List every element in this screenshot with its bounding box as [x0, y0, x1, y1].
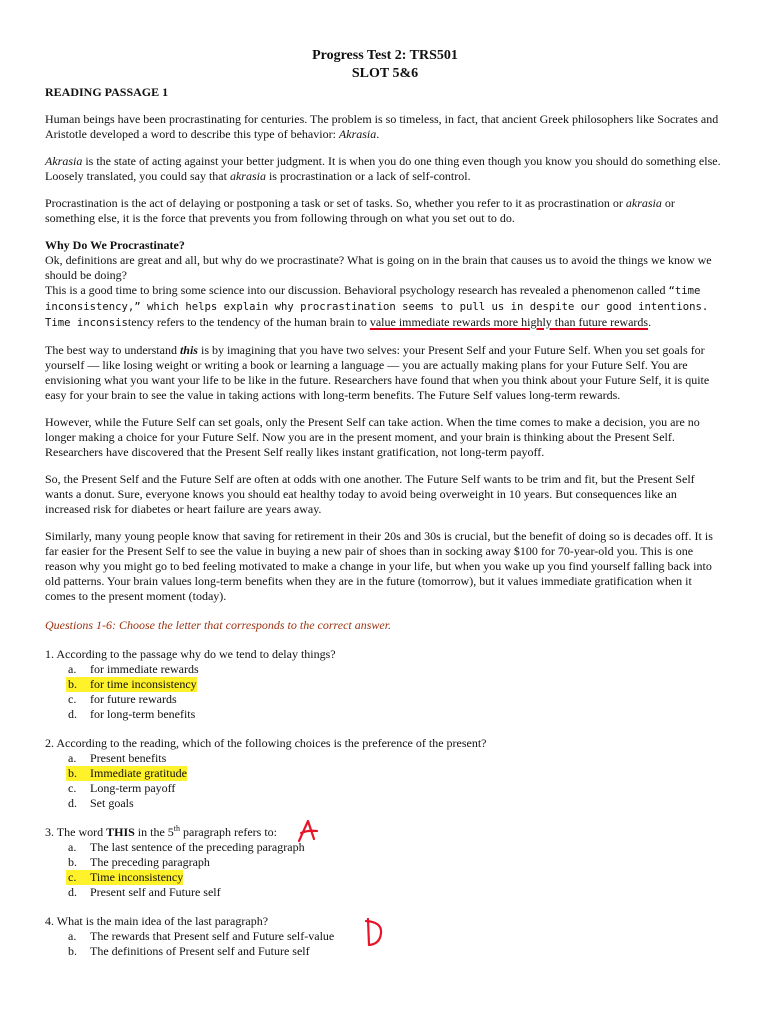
question-stem: 2. According to the reading, which of the following choices is the preference of the present? — [45, 736, 487, 750]
paragraph-4a: Ok, definitions are great and all, but why do we procrastinate? What is going on in the brain that causes us to avoid the things we know we should be doing? — [45, 253, 712, 282]
option-d: d. Set goals — [68, 796, 134, 810]
paragraph-1: Human beings have been procrastinating for centuries. The problem is so timeless, in fact, that ancient Greek philosophers like Socrates and Aristotle developed a word to describe this type of behavior: Akrasia. — [45, 112, 719, 141]
option-d: d. for long-term benefits — [68, 707, 196, 721]
red-underlined-phrase: value immediate rewards more highly than future rewards — [369, 315, 649, 329]
paragraph-7: So, the Present Self and the Future Self are often at odds with one another. The Future Self wants to be trim and fit, but the Present Self wants a donut. Sure, everyone knows you should eat healthy today to avoid being overweight in 10 years. But consequences like an increased risk for diabetes or heart failure are years away. — [45, 472, 695, 516]
document-subtitle: SLOT 5&6 — [351, 66, 419, 81]
paragraph-8: Similarly, many young people know that saving for retirement in their 20s and 30s is crucial, but the benefit of doing so is decades off. It is far easier for the Present Self to see the value in buying a new pair of shoes than in socking away $100 for 70-year-old you. This is one reason why you might go to bed feeling motivated to make a change in your life, but when you wake up you find yourself falling back into old patterns. Your brain values long-term benefits when they are in the future (tomorrow), but it values immediate gratification when it comes to the present moment (today). — [45, 529, 713, 603]
passage-heading: READING PASSAGE 1 — [45, 85, 169, 99]
option-c: c. Long-term payoff — [68, 781, 176, 795]
option-b-highlighted: b. Immediate gratitude — [68, 766, 187, 780]
option-b: b. The preceding paragraph — [68, 855, 210, 869]
option-b-highlighted: b. for time inconsistency — [68, 677, 197, 691]
question-3 — [45, 825, 725, 900]
option-a: a. for immediate rewards — [68, 662, 199, 676]
paragraph-3: Procrastination is the act of delaying or postponing a task or set of tasks. So, whether you refer to it as procrastination or akrasia or something else, it is the force that prevents you from following through on what you set out to do. — [45, 196, 675, 225]
document-page — [45, 47, 725, 959]
question-4 — [45, 914, 725, 959]
option-c-highlighted: c. Time inconsistency — [68, 870, 184, 884]
questions-instructions: Questions 1-6: Choose the letter that corresponds to the correct answer. — [45, 618, 392, 632]
question-2 — [45, 736, 725, 811]
document-title: Progress Test 2: TRS501 — [312, 48, 458, 63]
question-stem: 3. The word THIS in the 5th paragraph refers to: — [45, 824, 277, 839]
paragraph-5: The best way to understand this is by imagining that you have two selves: your Present Self and your Future Self. When you set goals for yourself — like losing weight or writing a book or learning a language — you are actually making plans for your Future Self. You are envisioning what you want your life to be like in the future. Researchers have found that when you think about your Future Self, it is quite easy for your brain to see the value in taking actions with long-term benefits. The Future Self values long-term rewards. — [45, 343, 710, 402]
paragraph-6: However, while the Future Self can set goals, only the Present Self can take action. When the time comes to make a decision, you are no longer making a choice for your Future Self. Now you are in the present moment, and your brain is thinking about the Present Self. Researchers have discovered that the Present Self really likes instant gratification, not long-term payoff. — [45, 415, 700, 459]
handwritten-a-mark — [295, 817, 323, 845]
question-stem: 1. According to the passage why do we tend to delay things? — [45, 647, 336, 661]
question-stem: 4. What is the main idea of the last paragraph? — [45, 914, 269, 928]
option-d: d. Present self and Future self — [68, 885, 221, 899]
option-b: b. The definitions of Present self and Future self — [68, 944, 310, 958]
paragraph-2: Akrasia is the state of acting against your better judgment. It is when you do one thing even though you know you should do something else. Loosely translated, you could say that akrasia is procrastination or a lack of self-control. — [45, 154, 721, 183]
handwritten-d-mark — [363, 916, 385, 948]
option-a: a. Present benefits — [68, 751, 167, 765]
option-a: a. The last sentence of the preceding paragraph — [68, 840, 305, 854]
why-procrastinate-heading: Why Do We Procrastinate? — [45, 238, 185, 252]
option-c: c. for future rewards — [68, 692, 177, 706]
pasted-monospace-text: “time inconsistency,” which helps explain why procrastination seems to pull us in despite our good intentions. Time inconsis — [45, 285, 709, 329]
paragraph-4b: This is a good time to bring some science into our discussion. Behavioral psychology research has revealed a phenomenon called “time inconsistency,” which helps explain why procrastination seems to pull us in despite our good intentions. Time inconsistency refers to the tendency of the human brain to value immediate rewards more highly than future rewards. — [45, 283, 709, 329]
question-1 — [45, 647, 725, 722]
option-a: a. The rewards that Present self and Future self-value — [68, 929, 335, 943]
